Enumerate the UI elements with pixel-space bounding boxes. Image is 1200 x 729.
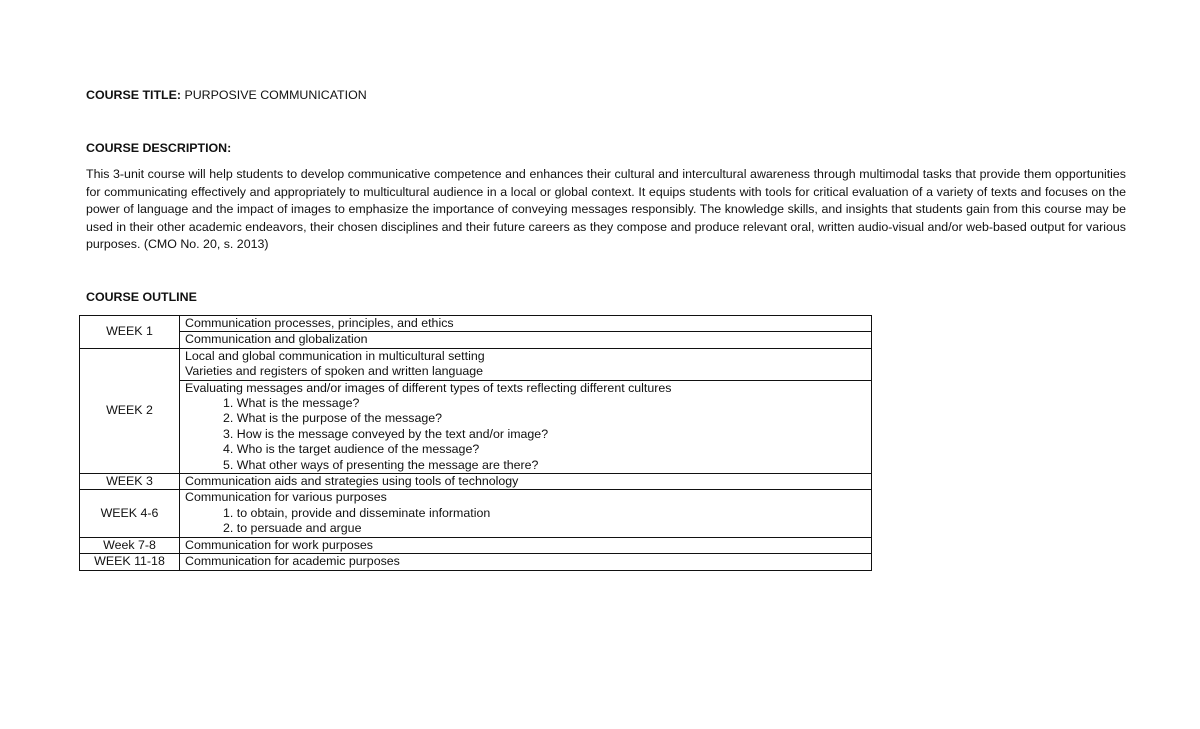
table-row — [80, 316, 872, 332]
list-item: 1. to obtain, provide and disseminate information — [223, 505, 491, 520]
topic-line: Evaluating messages and/or images of different types of texts reflecting different cultures — [185, 380, 672, 395]
topic-cell — [180, 490, 872, 537]
topic-cell: Communication for academic purposes — [180, 554, 872, 570]
course-title-value: PURPOSIVE COMMUNICATION — [184, 88, 367, 102]
table-row — [80, 537, 872, 553]
table-row — [80, 348, 872, 380]
topic-line: Communication for various purposes — [185, 490, 387, 505]
week-cell: WEEK 3 — [80, 474, 180, 490]
course-title-label: COURSE TITLE: — [86, 88, 181, 102]
topic-line: Local and global communication in multicultural setting — [185, 348, 485, 363]
table-row — [80, 380, 872, 473]
table-row — [80, 490, 872, 537]
list-item: 1. What is the message? — [223, 396, 360, 411]
topic-line: Varieties and registers of spoken and written language — [185, 364, 484, 379]
topic-cell — [180, 380, 872, 473]
list-item: 5. What other ways of presenting the message are there? — [223, 457, 539, 472]
course-outline-heading: COURSE OUTLINE — [86, 290, 197, 304]
week-cell: WEEK 1 — [80, 316, 180, 349]
list-item: 3. How is the message conveyed by the text and/or image? — [223, 426, 549, 441]
week-cell: WEEK 11-18 — [80, 554, 180, 570]
week-cell: WEEK 2 — [80, 348, 180, 473]
course-outline-table — [79, 315, 872, 571]
list-item: 2. to persuade and argue — [223, 521, 362, 536]
topic-cell: Communication and globalization — [180, 332, 872, 348]
course-description-text: This 3-unit course will help students to develop communicative competence and enhances their cultural and intercultural awareness through multimodal tasks that provide them opportunities for communicating effectively and appropriately to multicultural audience in a local or global context. It equips students with tools for critical evaluation of a variety of texts and focuses on the power of language and the impact of images to emphasize the importance of conveying messages responsibly. The knowledge skills, and insights that students gain from this course may be used in their other academic endeavors, their chosen disciplines and their future careers as they compose and produce relevant oral, written audio-visual and/or web-based output for various purposes. (CMO No. 20, s. 2013) — [86, 167, 1126, 251]
table-row — [80, 554, 872, 570]
topic-cell: Communication aids and strategies using tools of technology — [180, 474, 872, 490]
table-row — [80, 332, 872, 348]
list-item: 4. Who is the target audience of the message? — [223, 442, 480, 457]
table-row — [80, 474, 872, 490]
topic-cell: Communication for work purposes — [180, 537, 872, 553]
course-title-line — [86, 87, 367, 103]
topic-cell: Communication processes, principles, and ethics — [180, 316, 872, 332]
course-description-heading: COURSE DESCRIPTION: — [86, 141, 232, 155]
week-cell: WEEK 4-6 — [80, 490, 180, 537]
topic-cell — [180, 348, 872, 380]
list-item: 2. What is the purpose of the message? — [223, 411, 443, 426]
week-cell: Week 7-8 — [80, 537, 180, 553]
